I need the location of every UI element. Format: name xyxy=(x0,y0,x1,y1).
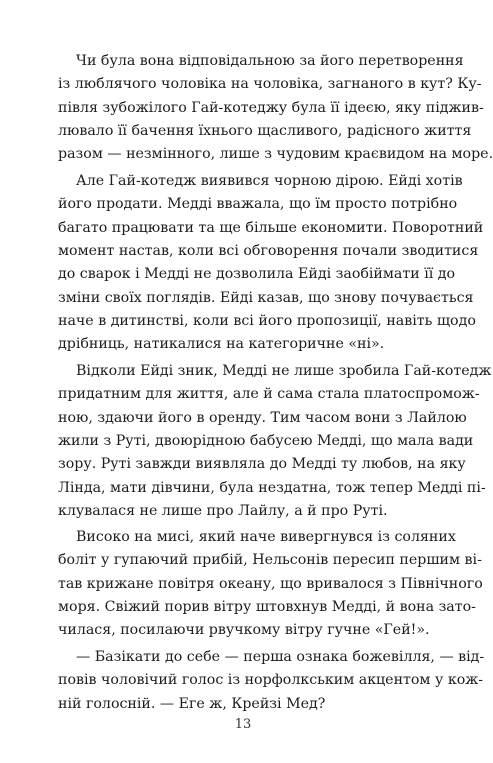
text-line: момент настав, коли всі обговорення почали зводитися xyxy=(58,242,479,259)
text-line: дрібниць, натикалися на категоричне «ні». xyxy=(58,336,385,353)
text-line: — Базікати до себе — перша ознака божевілля, — від- xyxy=(76,649,485,665)
text-line: Лінда, мати дівчини, була нездатна, тож тепер Медді пі- xyxy=(58,479,486,496)
text-line: Але Гай-котедж виявився чорною дірою. Ейді хотів xyxy=(76,173,463,189)
page-number: 13 xyxy=(234,717,252,732)
text-line: клувалася не лише про Лайлу, а й про Руті. xyxy=(58,502,388,519)
text-line: багато працювати та ще більше економити. Поворотний xyxy=(58,219,484,236)
text-line: його продати. Медді вважала, що їм просто потрібно xyxy=(58,196,458,213)
text-line: Чи була вона відповідальною за його перетворення xyxy=(76,53,464,69)
text-line: із люблячого чоловіка на чоловіка, загнаного в кут? Ку- xyxy=(58,76,482,93)
text-line: жили з Руті, двоюрідною бабусею Медді, що мала вади xyxy=(58,432,474,449)
text-line: повів чоловічий голос із норфолкським акцентом у кож- xyxy=(58,672,484,689)
text-line: Відколи Ейді зник, Медді не лише зробила Гай-котедж xyxy=(76,363,492,379)
text-line: півля зубожілого Гай-котеджу була її ідеєю, яку піджив- xyxy=(58,99,484,116)
text-line: ною, здаючи його в оренду. Тим часом вони з Лайлою xyxy=(58,409,467,426)
text-line: до сварок і Медді не дозволила Ейді заобіймати її до xyxy=(58,266,456,283)
text-line: зору. Руті завжди виявляла до Медді ту любов, на яку xyxy=(58,456,466,473)
book-page-text xyxy=(58,50,493,712)
text-line: наче в дитинстві, коли всі його пропозиції, навіть щодо xyxy=(58,312,476,329)
text-line: чилася, посилаючи рвучкому вітру гучне «Гей!». xyxy=(58,622,430,639)
text-line: Високо на мисі, який наче вивергнувся із соляних xyxy=(76,529,456,545)
text-line: моря. Свіжий порив вітру штовхнув Медді, й вона зато- xyxy=(58,598,476,615)
text-line: тав крижане повітря океану, що вривалося з Північного xyxy=(58,575,483,592)
text-line: зміни своїх поглядів. Ейді казав, що знову почувається xyxy=(58,289,474,306)
text-line: лювало її бачення їхнього щасливого, радісного життя xyxy=(58,122,472,139)
text-line: ній голосній. — Еге ж, Крейзі Мед? xyxy=(58,695,326,712)
text-line: придатним для життя, але й сама стала платоспромож- xyxy=(58,386,480,403)
text-line: разом — незмінного, лише з чудовим краєвидом на море. xyxy=(58,146,493,163)
text-line: боліт у гупаючий прибій, Нельсонів пересип першим ві- xyxy=(58,552,482,569)
